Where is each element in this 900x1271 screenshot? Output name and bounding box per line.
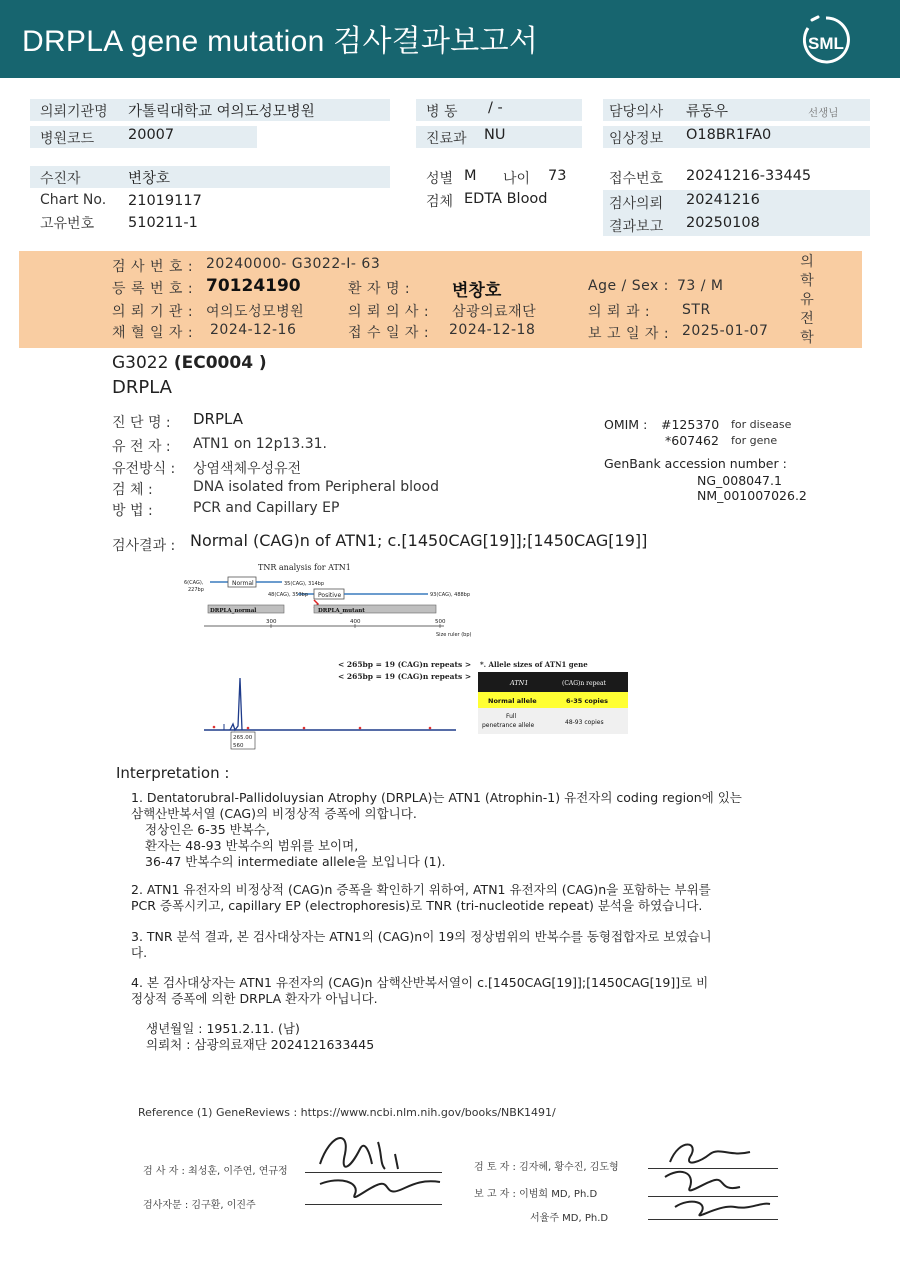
dept-vertical-char: 전 <box>800 311 814 327</box>
drpla-mutant-label: DRPLA_mutant <box>318 608 365 614</box>
allele-table <box>478 672 628 734</box>
specimen-value: EDTA Blood <box>464 191 548 207</box>
omim-label: OMIM : <box>604 417 648 432</box>
dept-vertical-label <box>798 253 816 348</box>
clinical-label: 임상정보 <box>609 131 664 147</box>
lab-req-dept-label: 의 뢰 과 : <box>588 304 651 320</box>
test-no-label: 검 사 번 호 : <box>112 259 194 275</box>
repeat-note-1: < 265bp = 19 (CAG)n repeats > <box>338 660 472 669</box>
omim-disease: #125370 <box>661 417 720 432</box>
allele-full-label-2: penetrance allele <box>482 722 535 729</box>
report-date-value: 20250108 <box>686 215 760 231</box>
ruler-300: 300 <box>266 619 277 625</box>
dob-line: 생년월일 : 1951.2.11. (남) <box>146 1021 300 1036</box>
tester-advisor-line: 검사자문 : 김구환, 이진주 <box>143 1200 256 1211</box>
tester-line: 검 사 자 : 최성훈, 이주연, 연규정 <box>143 1166 288 1177</box>
interp-line: 36-47 반복수의 intermediate allele을 보입니다 (1). <box>145 854 446 869</box>
hosp-code-value: 20007 <box>128 127 175 143</box>
age-label: 나이 <box>503 171 531 187</box>
interp-line: 4. 본 검사대상자는 ATN1 유전자의 (CAG)n 삼핵산반복서열이 c.[1450CAG[19]];[1450CAG[19]]로 비 <box>131 975 709 990</box>
test-code-paren: (EC0004 ) <box>173 353 267 373</box>
normal-right-label: 35(CAG), 314bp <box>284 581 325 587</box>
lab-req-org-value: 여의도성모병원 <box>206 304 305 320</box>
sml-logo-text: SML <box>808 34 844 53</box>
gene-label: 유 전 자 : <box>112 439 171 455</box>
report-header <box>0 0 900 78</box>
interpretation-title: Interpretation : <box>116 764 230 782</box>
omim-gene-note: for gene <box>731 434 778 447</box>
interp-line: 3. TNR 분석 결과, 본 검사대상자는 ATN1의 (CAG)n이 19의 정상범위의 반복수를 동형접합자로 보였습니 <box>131 929 712 944</box>
interpretation-paragraph-3 <box>131 929 791 961</box>
req-org-label: 의뢰기관명 <box>40 104 108 120</box>
tnr-title: TNR analysis for ATN1 <box>258 563 351 572</box>
reviewer-signature-icon <box>640 1132 780 1224</box>
dept-vertical-char: 학 <box>800 330 814 346</box>
allele-header-repeat: (CAG)n repeat <box>562 680 606 687</box>
patient-footer-info <box>146 1021 374 1053</box>
interp-line: 다. <box>131 945 148 960</box>
dept-label: 진료과 <box>426 131 467 147</box>
lab-patient-label: 환 자 명 : <box>348 281 411 297</box>
tester-signature-icon <box>300 1124 450 1214</box>
peak-height-label: 560 <box>233 743 244 749</box>
allele-header-gene: ATN1 <box>510 679 529 687</box>
lab-req-org-label: 의 뢰 기 관 : <box>112 304 194 320</box>
interp-line: 정상인은 6-35 반복수, <box>145 822 270 837</box>
patient-value: 변창호 <box>128 171 171 187</box>
genbank-ng: NG_008047.1 <box>697 473 782 488</box>
result-value: Normal (CAG)n of ATN1; c.[1450CAG[19]];[1450CAG[19]] <box>190 531 648 550</box>
interp-line: 1. Dentatorubral-Pallidoluysian Atrophy (DRPLA)는 ATN1 (Atrophin-1) 유전자의 coding region에 있는 <box>131 790 742 805</box>
interp-line: 삼핵산반복서열 (CAG)의 비정상적 증폭에 의합니다. <box>131 806 417 821</box>
uid-value: 510211-1 <box>128 215 198 231</box>
specimen-label: 검체 <box>426 194 454 210</box>
allele-normal-copies: 6-35 copies <box>566 697 609 705</box>
report-label: 보 고 일 자 : <box>588 326 670 342</box>
method-value: PCR and Capillary EP <box>193 500 340 516</box>
lab-req-dept-value: STR <box>682 302 711 318</box>
lab-req-doc-label: 의 뢰 의 사 : <box>348 304 430 320</box>
req-date-value: 20241216 <box>686 192 760 208</box>
age-sex-label: Age / Sex : <box>588 278 669 294</box>
report-value: 2025-01-07 <box>682 323 769 339</box>
requester-line: 의뢰처 : 삼광의료재단 2024121633445 <box>146 1037 375 1052</box>
interp-line: 환자는 48-93 반복수의 범위를 보이며, <box>145 838 359 853</box>
normal-left-label: 6(CAG), <box>184 580 204 586</box>
report-date-label: 결과보고 <box>609 219 664 235</box>
req-date-label: 검사의뢰 <box>609 196 664 212</box>
method-label: 방 법 : <box>112 503 153 519</box>
sml-logo-icon <box>798 12 854 66</box>
interpretation-paragraph-2 <box>131 882 791 914</box>
ward-value: / - <box>488 100 503 116</box>
normal-box-label: Normal <box>232 580 254 587</box>
genbank-nm: NM_001007026.2 <box>697 488 807 503</box>
specimen-detail-label: 검 체 : <box>112 482 153 498</box>
interp-line: 정상적 증폭에 의한 DRPLA 환자가 아닙니다. <box>131 991 378 1006</box>
allele-full-copies: 48-93 copies <box>565 719 604 726</box>
genbank-label: GenBank accession number : <box>604 456 787 471</box>
collect-label: 채 혈 일 자 : <box>112 325 194 341</box>
clinical-value: O18BR1FA0 <box>686 127 772 143</box>
dx-label: 진 단 명 : <box>112 415 171 431</box>
doctor-suffix: 선생님 <box>808 107 839 119</box>
allele-title: *. Allele sizes of ATN1 gene <box>480 660 588 669</box>
positive-box-label: Positive <box>318 592 342 599</box>
test-name: DRPLA <box>112 377 172 398</box>
reg-no-label: 등 록 번 호 : <box>112 281 194 297</box>
recv-value: 20241216-33445 <box>686 168 812 184</box>
specimen-detail-value: DNA isolated from Peripheral blood <box>193 479 440 495</box>
doctor-value: 류동우 <box>686 104 729 120</box>
drpla-normal-label: DRPLA_normal <box>210 608 257 614</box>
ruler-label: Size ruler (bp) <box>436 632 472 638</box>
ward-label: 병 동 <box>426 104 458 120</box>
sex-value: M <box>464 168 477 184</box>
normal-left-label-2: 227bp <box>188 587 204 593</box>
chart-label: Chart No. <box>40 192 107 208</box>
test-code <box>112 353 267 373</box>
peak-size-label: 265.00 <box>233 735 253 741</box>
doctor-label: 담당의사 <box>609 104 664 120</box>
dept-vertical-char: 학 <box>800 273 814 289</box>
reg-no-value: 70124190 <box>206 276 301 296</box>
reference-line: Reference (1) GeneReviews : https://www.ncbi.nlm.nih.gov/books/NBK1491/ <box>138 1106 556 1119</box>
patient-row <box>30 166 390 188</box>
repeat-note-2: < 265bp = 19 (CAG)n repeats > <box>338 672 472 681</box>
patient-label: 수진자 <box>40 171 81 187</box>
reporter-line-2: 서율주 MD, Ph.D <box>530 1213 609 1224</box>
test-no-value: 20240000- G3022-I- 63 <box>206 256 381 272</box>
hosp-code-label: 병원코드 <box>40 131 95 147</box>
ruler-400: 400 <box>350 619 361 625</box>
inherit-value: 상염색체우성유전 <box>193 461 302 477</box>
inherit-label: 유전방식 : <box>112 461 176 477</box>
interp-line: PCR 증폭시키고, capillary EP (electrophoresis)로 TNR (tri-nucleotide repeat) 분석을 하였습니다. <box>131 898 703 913</box>
age-sex-value: 73 / M <box>677 278 724 294</box>
receive-value: 2024-12-18 <box>449 322 536 338</box>
dept-vertical-char: 의 <box>800 254 814 270</box>
report-title: DRPLA gene mutation 검사결과보고서 <box>22 25 539 58</box>
tnr-diagram <box>178 558 488 642</box>
allele-normal-label: Normal allele <box>488 697 537 705</box>
lab-patient-value: 변창호 <box>452 281 502 301</box>
sex-label: 성별 <box>426 171 454 187</box>
result-label: 검사결과 : <box>112 538 176 554</box>
reviewer-line: 검 토 자 : 김자혜, 황수진, 김도형 <box>474 1162 619 1173</box>
positive-left-label: 48(CAG), 353bp <box>268 592 309 598</box>
reporter-line: 보 고 자 : 이범희 MD, Ph.D <box>474 1189 598 1200</box>
collect-value: 2024-12-16 <box>210 322 297 338</box>
chart-value: 21019117 <box>128 193 202 209</box>
req-org-value: 가톨릭대학교 여의도성모병원 <box>128 104 315 120</box>
dept-vertical-char: 유 <box>800 292 814 308</box>
lab-req-doc-value: 삼광의료재단 <box>452 304 537 320</box>
dept-value: NU <box>484 127 506 143</box>
dx-value: DRPLA <box>193 410 243 428</box>
positive-right-label: 93(CAG), 488bp <box>430 592 471 598</box>
interp-line: 2. ATN1 유전자의 비정상적 (CAG)n 증폭을 확인하기 위하여, ATN1 유전자의 (CAG)n을 포함하는 부위를 <box>131 882 711 897</box>
allele-full-label: Full <box>506 713 517 720</box>
omim-gene: *607462 <box>665 433 719 448</box>
test-code-value: G3022 <box>112 353 169 373</box>
ruler-500: 500 <box>435 619 446 625</box>
electropherogram <box>200 676 460 752</box>
age-value: 73 <box>548 168 567 184</box>
omim-disease-note: for disease <box>731 418 792 431</box>
receive-label: 접 수 일 자 : <box>348 325 430 341</box>
interpretation-paragraph-1 <box>131 790 791 870</box>
interpretation-paragraph-4 <box>131 975 791 1007</box>
recv-label: 접수번호 <box>609 171 664 187</box>
uid-label: 고유번호 <box>40 216 95 232</box>
gene-value: ATN1 on 12p13.31. <box>193 436 327 452</box>
